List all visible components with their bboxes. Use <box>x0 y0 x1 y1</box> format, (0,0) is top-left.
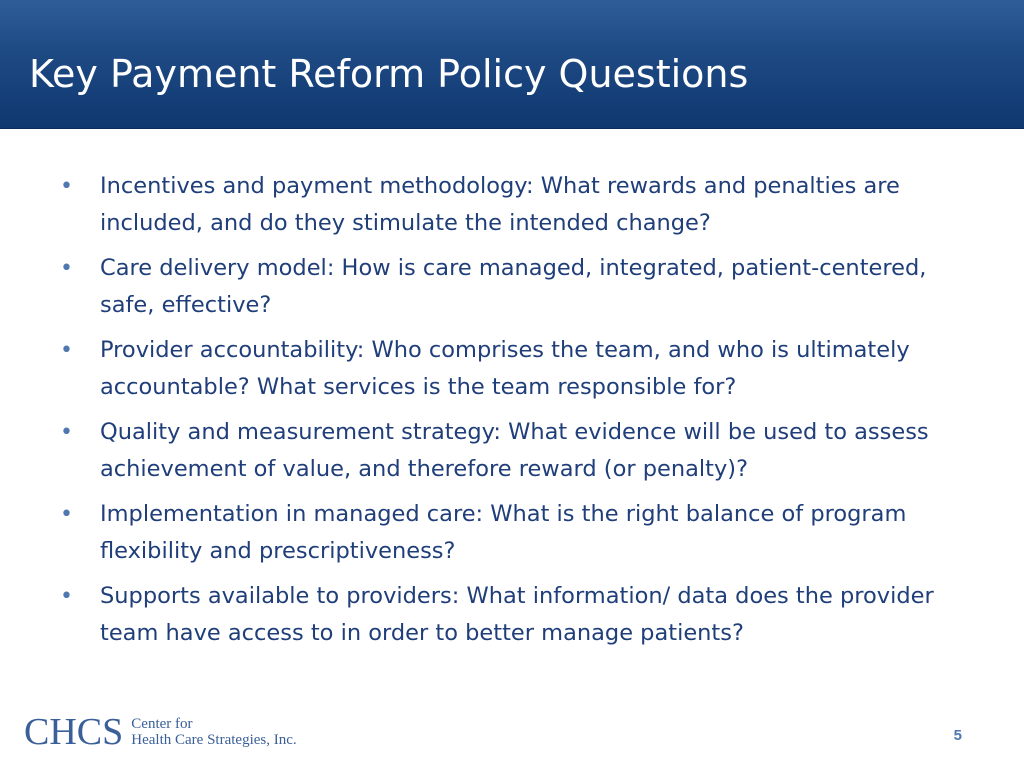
chcs-logo <box>24 712 297 752</box>
bullet-text: Provider accountability: Who comprises the team, and who is ultimately accountable? What services is the team responsible for? <box>100 337 910 400</box>
bullet-text: Care delivery model: How is care managed, integrated, patient-centered, safe, effective? <box>100 255 927 318</box>
bullet-icon: • <box>60 420 73 445</box>
bullet-icon: • <box>60 502 73 527</box>
bullet-icon: • <box>60 584 73 609</box>
bullet-item-quality-measurement <box>56 414 976 488</box>
slide-title: Key Payment Reform Policy Questions <box>29 52 749 96</box>
bullet-item-care-delivery <box>56 250 976 324</box>
logo-mark: CHCS <box>24 711 124 753</box>
bullet-text: Incentives and payment methodology: What rewards and penalties are included, and do they stimulate the intended change? <box>100 173 900 236</box>
logo-line-2: Health Care Strategies, Inc. <box>131 732 297 748</box>
bullet-icon: • <box>60 174 73 199</box>
logo-wordmark <box>131 716 296 748</box>
bullet-icon: • <box>60 338 73 363</box>
bullet-icon: • <box>60 256 73 281</box>
bullet-list <box>56 168 976 660</box>
bullet-item-supports <box>56 578 976 652</box>
bullet-text: Quality and measurement strategy: What evidence will be used to assess achievement of value, and therefore reward (or penalty)? <box>100 419 929 482</box>
bullet-item-managed-care <box>56 496 976 570</box>
bullet-text: Supports available to providers: What information/ data does the provider team have access to in order to better manage patients? <box>100 583 934 646</box>
logo-line-1: Center for <box>131 716 193 732</box>
bullet-item-provider-accountability <box>56 332 976 406</box>
bullet-item-incentives <box>56 168 976 242</box>
page-number: 5 <box>953 727 962 744</box>
title-bar <box>0 0 1024 129</box>
bullet-text: Implementation in managed care: What is the right balance of program flexibility and prescriptiveness? <box>100 501 907 564</box>
